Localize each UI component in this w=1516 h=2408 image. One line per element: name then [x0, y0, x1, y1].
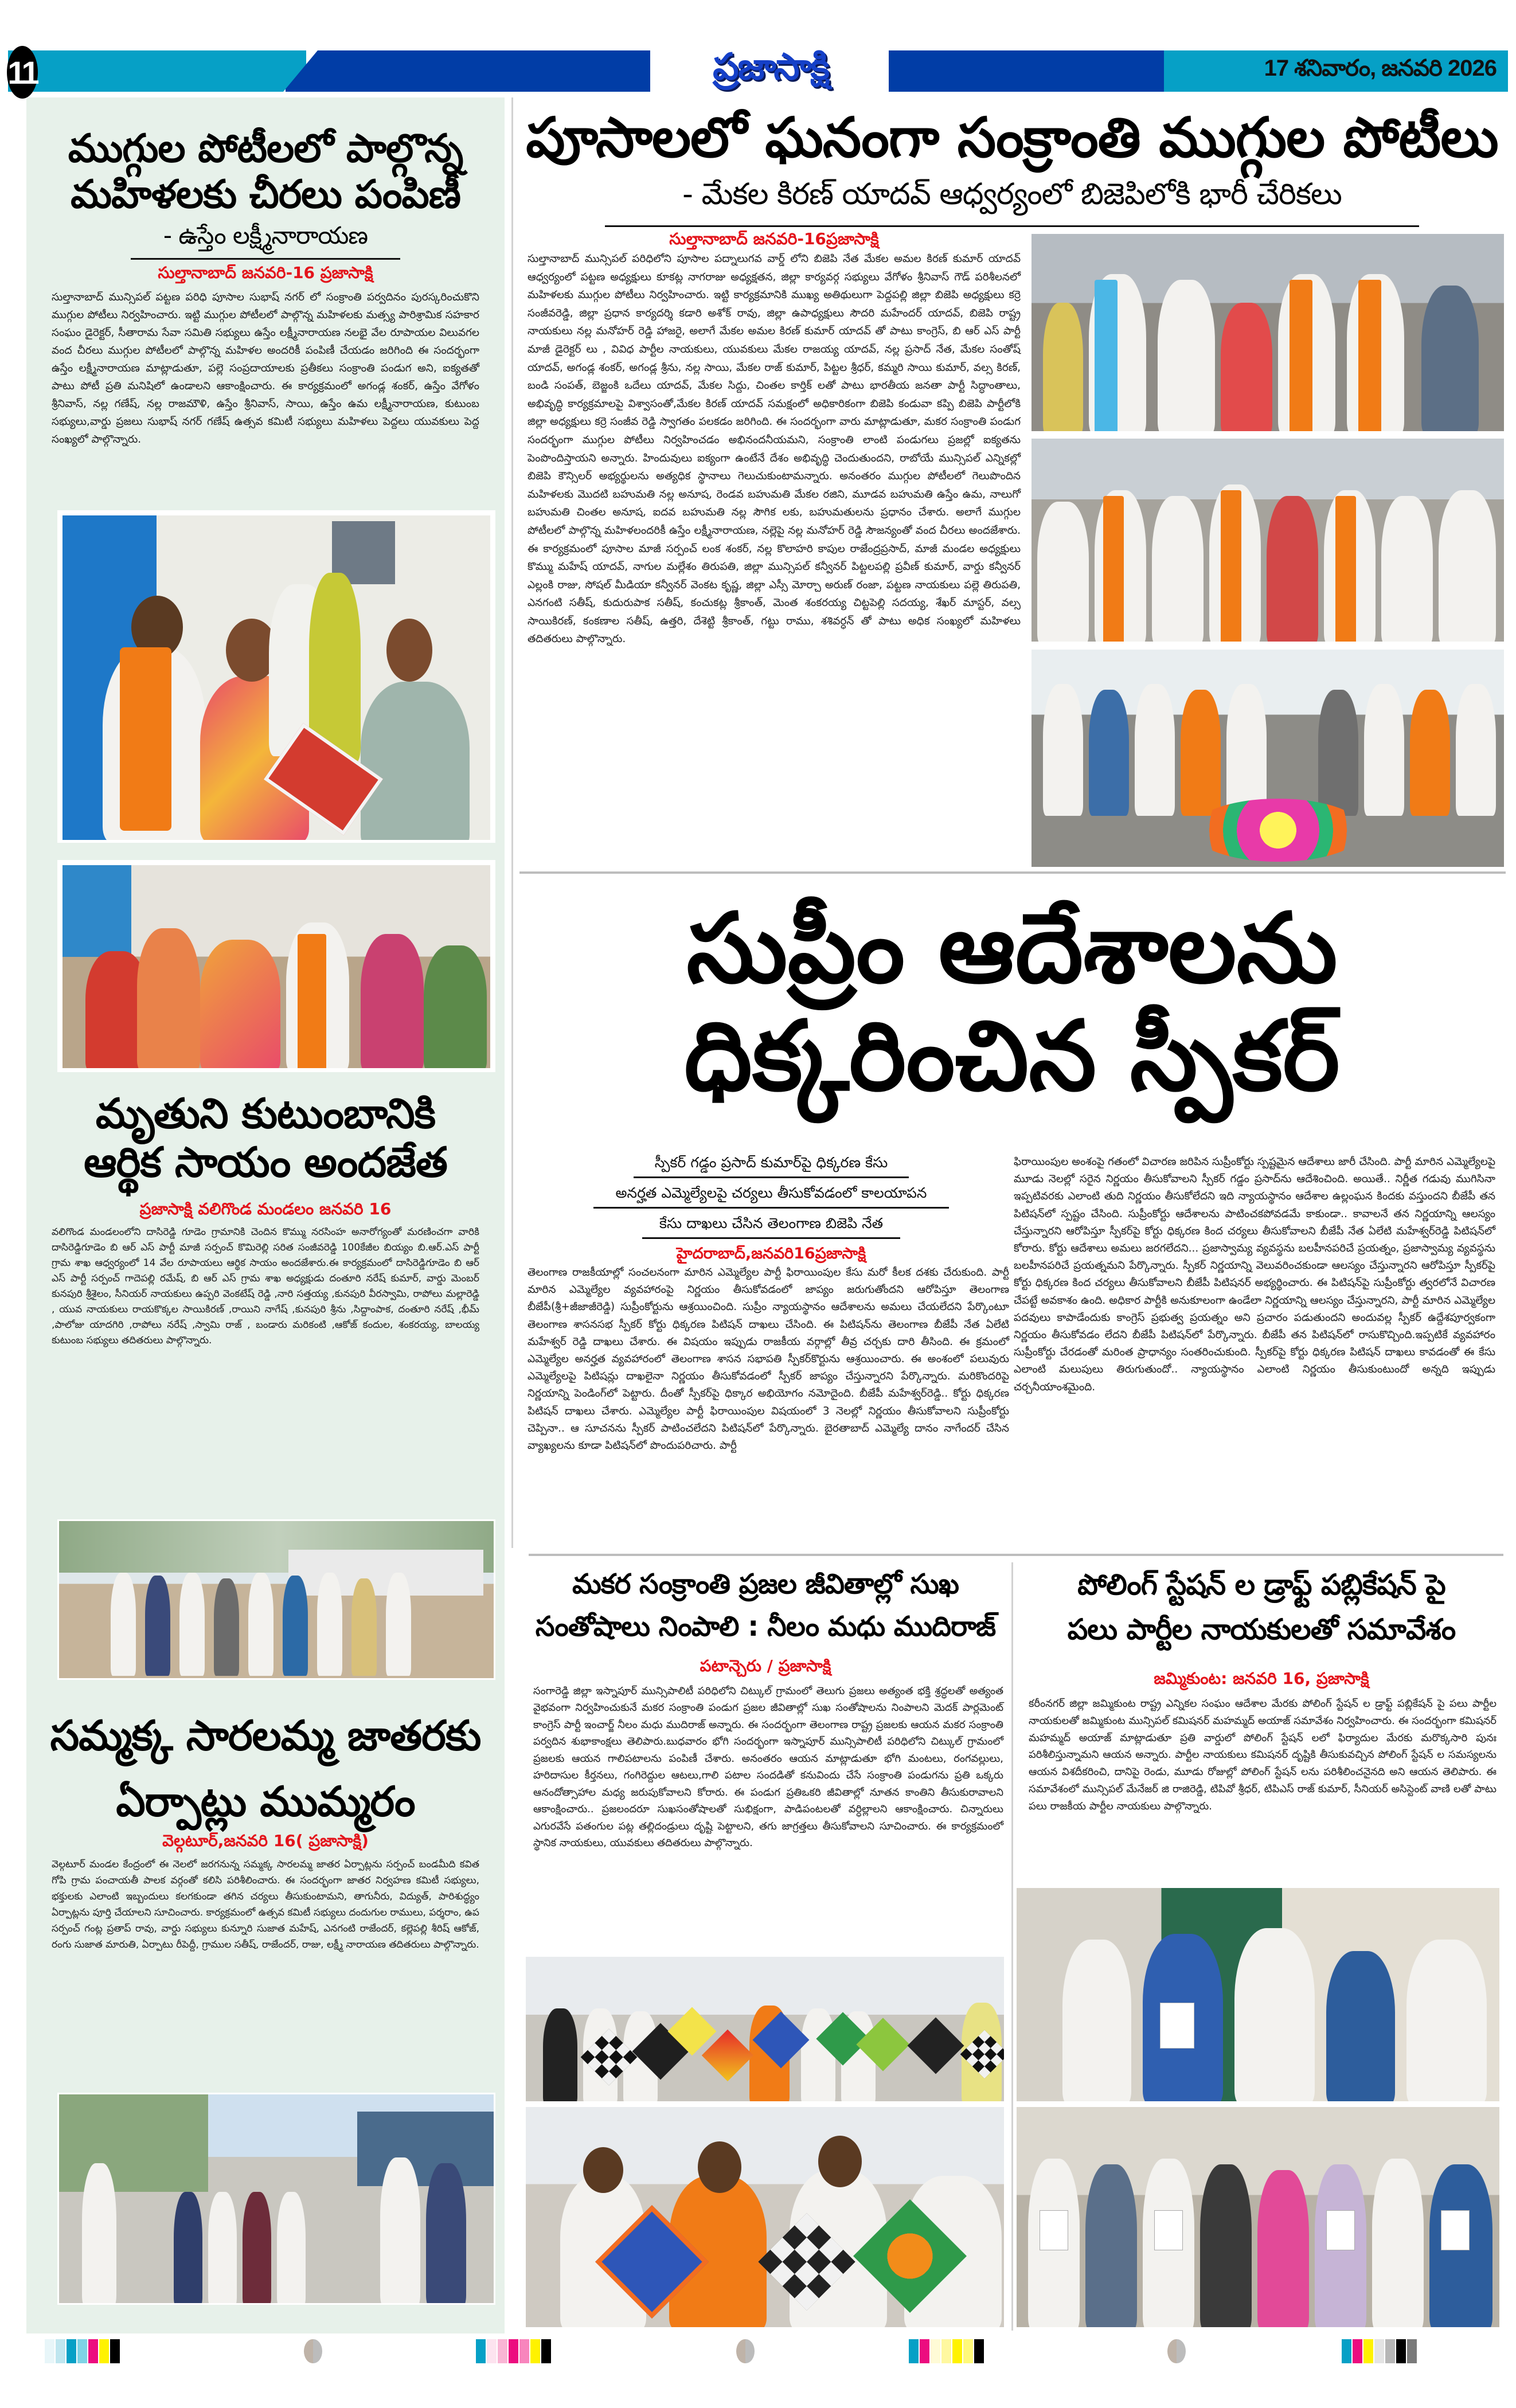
registration-oval-2	[736, 2339, 755, 2363]
dateline: పటాన్చెరు / ప్రజాసాక్షి	[700, 1656, 831, 1675]
headline-line-1: మకర సంక్రాంతి ప్రజల జీవితాల్లో సుఖ	[572, 1568, 959, 1600]
photo-scene	[1031, 650, 1504, 867]
story-polling-stations	[1015, 1563, 1508, 1815]
color-swatch	[498, 2339, 507, 2363]
divider	[634, 1176, 909, 1178]
color-registration-bar-2	[476, 2339, 551, 2363]
color-swatch	[99, 2339, 109, 2363]
color-swatch	[67, 2339, 76, 2363]
story-body: సుల్తానాబాద్ మున్సిపల్ పట్టణ పరిధి పూసాల సుభాష్ నగర్ లో సంక్రాంతి పర్వదినం పురస్కరించుకొని ముగ్గుల పోటీలు నిర్వహించారు. ఇట్టి ముగ్గుల పోటీలలో పాల్గొన్న మహిళలకు మత్స్య పారిశ్రామిక సహకార సంఘం డైరెక్టర్, సీతారామ సేవా సమితి సభ్యులు ఉస్తేం లక్ష్మీనారాయణ నలభై వేల రూపాయల విలువగల వంద చీరలు ముగ్గుల పోటీలలో పాల్గొన్న మహిళల అందరికీ పంపిణీ చేయడం జరిగింది ఈ సందర్భంగా ఉస్తేం లక్ష్మీనారాయణ మాట్లాడుతూ, పల్లె సంప్రదాయాలకు ప్రతీకలు సంక్రాంతి పండుగ అని, ఐక్యతతో పాటు పోటీ ప్రతి మనిషిలో ఉండాలని ఆకాంక్షించారు. ఈ కార్యక్రమంలో అగండ్ల శంకర్, ఉస్తేం వేగోళం శ్రీనివాస్, నల్ల గణేష్, నల్ల రాజమౌళి, ఉస్తేం శ్రీనివాస్, సాయి, ఉస్తేం ఉమ లక్ష్మీనారాయణ, కుటుంబ సభ్యులు,వార్డు ప్రజలు సుభాష్ నగర్ గణేష్ ఉత్సవ కమిటీ సభ్యులు మహిళలు పెద్దలు యువకులు పెద్ద సంఖ్యలో పాల్గొన్నారు.	[52, 291, 479, 446]
story-body-column-1: తెలంగాణ రాజకీయాల్లో సంచలనంగా మారిన ఎమ్మెల్యేల పార్టీ ఫిరాయింపుల కేసు మరో కీలక దశకు చేరుకుంది. పార్టీ మారిన ఎమ్మెల్యేల వ్యవహారంపై నిర్ణయం తీసుకోవడంలో జాప్యం జరుగుతోందని ఆరోపిస్తూ తెలంగాణ బీజేపీ(శ్రీ+జీజాజీరెడ్డి) సుప్రీంకోర్టును ఆశ్రయించింది. సుప్రీం న్యాయస్థానం ఆదేశాలను అమలు చేయలేదని పేర్కొంటూ తెలంగాణ శాసనసభ స్పీకర్ కోర్టు ధిక్కరణ పిటిషన్ దాఖలు చేసింది. ఈ పిటిషన్‌ను తెలంగాణ బీజేపీ నేత ఏలేటి మహేశ్వర్ రెడ్డి దాఖలు చేశారు. ఈ విషయం ఇప్పుడు రాజకీయ వర్గాల్లో తీవ్ర చర్చకు దారి తీసింది. ఈ క్రమంలో ఎమ్మెల్యేల అనర్హత వ్యవహారంలో తెలంగాణ శాసన సభాపతి స్పీకర్‌కొర్టును ఆశ్రయించారు. ఈ అంశంలో పలువురు ఎమ్మెల్యేలపై పిటిషన్లు దాఖలైనా నిర్ణయం తీసుకోవడంలో స్పీకర్ జాప్యం చేస్తున్నారని పేర్కొన్నారు. మరికొందరిపై నిర్ణయాన్ని పెండింగ్‌లో పెట్టారు. దీంతో స్పీకర్‌పై ధిక్కార అభియోగం నమోదైంది. బీజేపీ మహేశ్వర్‌రెడ్డి.. కోర్టు ధిక్కరణ పిటిషన్ దాఖలు చేశారు. ఎమ్మెల్యేల పార్టీ ఫిరాయింపుల విషయంలో 3 నెలల్లో నిర్ణయం తీసుకోవాలని సుప్రీంకోర్టు చెప్పినా.. ఆ సూచనను స్పీకర్ పాటించలేదని పిటిషన్‌లో పేర్కొన్నారు. బైరతాబాద్ ఎమ్మెల్యే దానం నాగేందర్ చేసిన వ్యాఖ్యలను కూడా పిటిషన్‌లో పొందుపరిచారు. పార్టీ	[528, 1266, 1009, 1452]
photo-saree-distribution-1	[61, 514, 492, 842]
divider	[593, 1207, 949, 1209]
story-body-column-2: ఫిరాయింపుల అంశంపై గతంలో విచారణ జరిపిన సుప్రీంకోర్టు స్పష్టమైన ఆదేశాలు జారీ చేసింది. పార్టీ మారిన ఎమ్మెల్యేలపై మూడు నెలల్లో సరైన నిర్ణయం తీసుకోవాలని స్పీకర్ గడ్డం ప్రసాద్‌ను ఆదేశించింది. అయితే.. నిర్ణీత గడువు ముగిసినా ఇప్పటివరకు ఎలాంటి తుది నిర్ణయం తీసుకోలేదని ఇది న్యాయస్థానం ఆదేశాల ఉల్లంఘన కిందకు వస్తుందని బీజేపీ తన పిటిషన్‌లో స్పష్టం చేసింది. సుప్రీంకోర్టు ఆదేశాలను పాటించకపోవడమే కాకుండా.. కావాలనే తన నిర్ణయాన్ని ఆలస్యం చేస్తున్నారని ఆరోపిస్తూ స్పీకర్‌పై కోర్టు ధిక్కరణ కింద చర్యలు తీసుకోవాలని బీజేపీ నేత ఏలేటి మహేశ్వర్‌రెడ్డి పిటిషన్‌లో కోరారు. కోర్టు ఆదేశాలు అమలు జరగలేదని... ప్రజాస్వామ్య వ్యవస్థను బలహీనపరిచే ప్రయత్నం, ప్రజాస్వామ్య వ్యవస్థను బలహీనపరిచే ప్రయత్నమని పేర్కొన్నారు. స్పీకర్ నిర్ణయాన్ని వెలువరించకుండా ఆలస్యం చేస్తున్నారని ఆరోపిస్తూ స్పీకర్‌పై కోర్టు ధిక్కరణ కింద చర్యలు తీసుకోవాలని బీజేపీ పిటిషనర్ అభ్యర్థించారు. ఈ పిటిషన్‌పై సుప్రీంకోర్టు త్వరలోనే విచారణ చేపట్టే అవకాశం ఉంది. అధికార పార్టీకి అనుకూలంగా ఉండేలా నిర్ణయాన్ని ఆలస్యం చేస్తున్నారని, పార్టీ మారిన ఎమ్మెల్యేల పదవులు కాపాడేందుకు కాంగ్రెస్ ప్రభుత్వ ప్రయత్నం అని ప్రచారం పడుతుందని అందువల్ల స్పీకర్ ఉద్దేశపూర్వకంగా నిర్ణయం తీసుకోవడం లేదని బీజేపీ పిటిషన్‌లో పేర్కొన్నారు. బీజేపీ తన పిటిషన్‌లో రాసుకొచ్చింది.ఇప్పటికే వ్యవహారం సుప్రీంకోర్టు చేరడంతో మరింత ప్రాధాన్యం సంతరించుకుంది. స్పీకర్‌పై కోర్టు ధిక్కరణ పిటిషన్ దాఖలు కావడంతో ఈ కేసు ఎలాంటి మలుపులు తిరుగుతుందో.. న్యాయస్థానం ఎలాంటి నిర్ణయం తీసుకుంటుందో అన్నది ఇప్పుడు చర్చనీయాంశమైంది.	[1014, 1156, 1495, 1393]
photo-scene	[1031, 439, 1504, 642]
color-swatch	[920, 2339, 929, 2363]
story-headline	[1015, 1563, 1508, 1652]
headline-line-2: ధిక్కరించిన స్పీకర్	[684, 1000, 1340, 1113]
deck-2: అనర్హత ఎమ్మెల్యేలపై చర్యలు తీసుకోవడంలో కాలయాపన	[615, 1185, 927, 1201]
story-byline: - ఉస్తేం లక్ష్మీనారాయణ	[163, 221, 368, 250]
color-swatch	[941, 2339, 951, 2363]
story-body: వలిగొండ మండలంలోని దాసిరెడ్డి గూడెం గ్రామానికి చెందిన కొమ్ము నరసింహ అనారోగ్యంతో మరణించగా వారికి దాసిరెడ్డిగూడెం బి ఆర్ ఎస్ పార్టీ మాజీ సర్పంచ్ కొమిరెల్లి సరిత సంజీవరెడ్డి 100కేజీల బియ్యం బి.ఆర్.ఎస్ పార్టీ గ్రామ శాఖ ఆధ్వర్యంలో 14 వేల రూపాయలు ఆర్థిక సాయం అందజేశారు.ఈ కార్యక్రమంలో దాసిరెడ్డిగూడెం బి ఆర్ ఎస్ పార్టీ సర్పంచ్ గాదెపల్లి రమేష్, బి ఆర్ ఎస్ గ్రామ శాఖ అధ్యక్షుడు దంతూరి నరేష్ కుమార్, వార్డు మెంబర్ కునపురి శ్రీశైలం, సీనియర్ నాయకులు ఉప్పరి వెంకటేష్ రెడ్డి ,నారి సత్తయ్య ,కునపురి వీరస్వామి, రాపోలు మల్లారెడ్డి , యువ నాయకులు రాయకొక్కల సాయికిరణ్ ,రాయిని నాగేష్ ,కునపురి శ్రీను ,సిద్దాంపాక, దంతూరి నరేష్ ,భీమ్ ,పాలోజు యాదగిరి ,రాపోలు నరేష్ ,స్వామి రాజ్ , బండారు మరికంటి ,ఆకోజ్ కందుల, శంకరయ్య, బాలయ్య కుటుంబ సభ్యులు తదితరులు పాల్గొన్నారు.	[52, 1226, 479, 1346]
headline-line-1: పోలింగ్ స్టేషన్ ల డ్రాఫ్ట్ పబ్లికేషన్ పై	[1077, 1568, 1445, 1601]
color-swatch	[56, 2339, 65, 2363]
story-headline	[34, 1703, 497, 1835]
divider	[131, 258, 400, 260]
masthead-cyan-band-left	[8, 50, 306, 92]
divider	[605, 225, 1419, 227]
photo-bjp-joining-2	[1030, 437, 1506, 643]
photo-polling-meeting-1	[1015, 1886, 1501, 2103]
story-muggulu-contest	[516, 97, 1508, 227]
story-body: సుల్తానాబాద్ మున్సిపల్ పరిధిలోని పూసాల పద్నాలుగవ వార్డ్ లోని బిజెపి నేత మేకల అమల కిరణ్ కుమార్ యాదవ్ ఆధ్వర్యంలో పట్టణ అధ్యక్షులు కూకట్ల నాగరాజు అధ్యక్షతన, జిల్లా కార్యవర్గ సభ్యులు వేగోళం శ్రీనివాస్ గౌడ్ పరిశీలనలో మహిళలకు ముగ్గుల పోటీలు నిర్వహించారు. ఇట్టి కార్యక్రమానికి ముఖ్య అతిథులుగా పెద్దపల్లి జిల్లా బిజెపి అధ్యక్షులు కర్రె సంజీవరెడ్డి, జిల్లా ప్రధాన కార్యదర్శి కడారి అశోక్ రావు, జిల్లా ఉపాధ్యక్షులు సౌదరి మహేందర్ యాదవ్, బిజెపి రాష్ట్ర నాయకులు నల్ల మనోహర్ రెడ్డి హాజరై, అలాగే మేకల అమల కిరణ్ కుమార్ యాదవ్ తో పాటు కాంగ్రెస్, బి ఆర్ ఎస్ పార్టీ మాజీ డైరెక్టర్ లు , వివిధ పార్టీల నాయకులు, యువకులు మేకల రాజయ్య యాదవ్, నల్ల ప్రసాద్ నేత, మేకల సంతోష్ యాదవ్, అగండ్ల శంకర్, అగండ్ల శ్రీను, నల్ల సాయి, మేకల రాజ్ కుమార్, పిట్టల శ్రీధర్, కమ్మరి సాయి కుమార్, వల్స కిరణ్, బండి సంపత్, బెజ్జంకి ఒదేలు యాదవ్, మేకల సిద్దు, చింతల కార్తిక్ లతో పాటు భారతీయ జనతా పార్టీ సిద్ధాంతాలు, అభివృద్ధి కార్యక్రమాలపై విశ్వాసంతో,మేకల కిరణ్ యాదవ్ సమక్షంలో అధికారికంగా బిజెపి కండువా కప్పి బిజెపి పార్టీలోకి జిల్లా అధ్యక్షులు కర్రె సంజీవ రెడ్డి స్వాగతం పలకడం జరిగింది. ఈ సందర్భంగా వారు మాట్లాడుతూ, మకర సంక్రాంతి పండుగ సందర్భంగా ముగ్గుల పోటీలు నిర్వహించడం అభినందనీయమని, సంక్రాంతి లాంటి పండుగలు ప్రజల్లో ఐక్యతను పెంపొందిస్తాయని అన్నారు. హిందువులు ఐక్యంగా ఉంటేనే దేశం అభివృద్ధి చెందుతుందని, రాబోయే మున్సిపల్ ఎన్నికల్లో బిజెపి కౌన్సిలర్ అభ్యర్థులను అత్యధిక స్థానాలు గెలుచుకుంటామన్నారు. అనంతరం ముగ్గుల పోటీలలో గెలుపొందిన మహిళలకు మొదటి బహుమతి నల్ల అనూష, రెండవ బహుమతి మేకల రజిని, మూడవ బహుమతి ఉస్తేం ఉమ, నాలుగో బహుమతి చింతల అనూష, ఐదవ బహుమతి నల్ల సౌగిక లకు, బహుమతులను ప్రధానం చేశారు. అలాగే ముగ్గుల పోటీలలో పాల్గొన్న మహిళలందరికీ ఉస్తేం లక్ష్మీనారాయణ, నల్లెపై నల్ల మనోహర్ రెడ్డి సౌజన్యంతో వంద చీరలు అందజేశారు. ఈ కార్యక్రమంలో పూసాల మాజీ సర్పంచ్ లంక శంకర్, నల్ల కొలాహరి కాపుల రాజేంద్రప్రసాద్, మాజీ మండల అధ్యక్షులు కొమ్ము మహేష్ యాదవ్, నాగుల మల్లేశం తిరుపతి, జిల్లా మున్సిపల్ కన్వీనర్ పిట్టలపల్లి ప్రవీణ్ కుమార్, వార్డు కన్వీనర్ ఎల్లంకి రాజు, సోషల్ మీడియా కన్వీనర్ వెంకట కృష్ణ, జిల్లా ఎస్సీ మోర్చా అరుణ్ రంజా, పట్టణ నాయకులు పల్లె తిరుపతి, ఎనగంటి సతీష్, కుదురుపాక సతీష్, కంచుకట్ల శ్రీకాంత్, మెంత శంకరయ్య చిట్టపెల్లి సదయ్య, శేఖర్ మాస్టర్, వల్స సాయికిరణ్, కంకణాల సతీష్, ఉత్తరి, దేశెట్టి శ్రీకాంత్, గట్టు రాము, శశివర్ధన్ తో పాటు అధిక సంఖ్యలో మహిళలు తదితరులు పాల్గొన్నారు.	[528, 253, 1021, 646]
color-swatch	[1374, 2339, 1384, 2363]
story-makara-sankranti	[522, 1563, 1009, 1852]
photo-bjp-joining-1	[1030, 232, 1506, 433]
photo-muggulu-contest	[1030, 648, 1506, 869]
story-body: వెల్గటూర్ మండల కేంద్రంలో ఈ నెలలో జరగనున్న సమ్మక్క సారలమ్మ జాతర ఏర్పాట్లను సర్పంచ్ బండమీది కవిత గోపి గ్రామ పంచాయతీ పాలక వర్గంతో కలిసి పరిశీలించారు. ఈ సందర్భంగా జాతర నిర్వహణ కమిటీ సభ్యులు, భక్తులకు ఎలాంటి ఇబ్బందులు కలగకుండా తగిన చర్యలు తీసుకుంటామని, తాగునీరు, విద్యుత్, పారిశుద్ధ్యం ఏర్పాట్లను పూర్తి చేయాలని సూచించారు. కార్యక్రమంలో ఉత్సవ కమిటీ సభ్యులు దందుగుల రాములు, పర్శరాం, ఉప సర్పంచ్ గంట్ల ప్రతాప్ రావు, వార్డు సభ్యులు కున్నూరి సుజాత మహేష్, ఎనగంటి రాజేందర్, కల్లెపల్లి శీరిష్ ఆకోజ్, రంగు సుజాత మారుతి, ఏర్పాటు రీపెద్దీ, గ్రాముల సతీష్, రాజేందర్, రాజు, లక్ష్మీ నారాయణ తదితరులు పాల్గొన్నారు.	[52, 1859, 479, 1951]
headline-line-2: ఏర్పాట్లు ముమ్మరం	[116, 1777, 415, 1826]
color-swatch	[487, 2339, 497, 2363]
column-divider	[511, 97, 513, 1548]
story-headline	[522, 1563, 1009, 1648]
masthead-blue-band-left	[283, 50, 650, 92]
photo-polling-meeting-2	[1015, 2105, 1501, 2329]
deck-3: కేసు దాఖలు చేసిన తెలంగాణ బిజెపి నేత	[659, 1215, 884, 1232]
color-swatch	[1342, 2339, 1351, 2363]
color-swatch	[974, 2339, 984, 2363]
story-saree-distribution	[34, 109, 497, 448]
color-swatch	[1363, 2339, 1373, 2363]
color-swatch	[45, 2339, 54, 2363]
registration-oval-3	[1167, 2339, 1186, 2363]
color-registration-bar-3	[909, 2339, 984, 2363]
story-headline	[34, 126, 497, 218]
column-divider	[1011, 1562, 1013, 2331]
color-swatch	[909, 2339, 919, 2363]
divider	[642, 1237, 900, 1239]
color-swatch	[530, 2339, 540, 2363]
color-swatch	[88, 2339, 98, 2363]
story-financial-aid	[34, 1084, 497, 1348]
headline-line-2: మహిళలకు చీరలు పంపిణీ	[71, 172, 460, 218]
color-swatch	[77, 2339, 87, 2363]
story-subheadline: - మేకల కిరణ్ యాదవ్ ఆధ్వర్యంలో బిజెపిలోకి భారీ చేరికలు	[682, 177, 1342, 212]
lead-decks	[528, 1152, 1015, 1266]
headline-line-2: పలు పార్టీల నాయకులతో సమావేశం	[1067, 1612, 1456, 1646]
photo-scene	[59, 2094, 494, 2303]
headline-line-1: మృతుని కుటుంబానికి	[95, 1089, 436, 1137]
color-swatch	[541, 2339, 551, 2363]
story-speaker-contempt	[516, 883, 1508, 1113]
section-divider	[519, 871, 1506, 874]
headline-line-2: సంతోషాలు నింపాలి : నీలం మధు ముదిరాజ్	[535, 1610, 996, 1643]
masthead-blue-band-right	[889, 50, 1198, 92]
photo-scene	[1017, 1888, 1499, 2101]
registration-oval-1	[304, 2339, 322, 2363]
headline-line-1: ముగ్గుల పోటీలలో పాల్గొన్న	[68, 126, 463, 171]
dateline: జమ్మికుంట: జనవరి 16, ప్రజాసాక్షి	[1154, 1669, 1369, 1688]
story-headline: పూసాలలో ఘనంగా సంక్రాంతి ముగ్గుల పోటీలు	[526, 105, 1498, 170]
dateline: హైదరాబాద్,జనవరి16ప్రజాసాక్షి	[676, 1245, 866, 1262]
story-body: కరీంనగర్ జిల్లా జమ్మికుంట రాష్ట్ర ఎన్నికల సంఘం ఆదేశాల మేరకు పోలింగ్ స్టేషన్ ల డ్రాఫ్ట్ పబ్లికేషన్ పై పలు పార్టీల నాయకులతో జమ్మికుంట మున్సిపల్ కమిషనర్ మహమ్మద్ అయాజ్ సమావేశం నిర్వహించారు. ఈ సందర్భంగా కమిషనర్ మహమ్మద్ అయాజ్ మాట్లాడుతూ ప్రతి వార్డులో పోలింగ్ స్టేషన్ లలో ఫిర్యాదుల మేరకు మరొక్కసారి పునః పరిశీలిస్తున్నామని ఆయన అన్నారు. పార్టీల నాయకులు కమిషనర్ దృష్టికి తీసుకువచ్చిన పోలింగ్ స్టేషన్ ల సమస్యలను ఆయన విశదీకరించి, దానిపై రెండు, మూడు రోజుల్లో పోలింగ్ స్టేషన్ లను పరిశీలించనైనది అని ఆయన తెలిపారు. ఈ సమావేశంలో మున్సిపల్ మేనేజర్ జి రాజిరెడ్డి, టిపివో శ్రీధర్, టిపిఎస్ రాజ్ కుమార్, సీనియర్ అసిస్టెంట్ వాణి లతో పాటు పలు రాజకీయ పార్టీల నాయకులు పాల్గొన్నారు.	[1029, 1698, 1497, 1812]
story-body: సంగారెడ్డి జిల్లా ఇస్నాపూర్ మున్సిపాలిటీ పరిధిలోని చిట్కుల్ గ్రామంలో తెలుగు ప్రజలు అత్యంత భక్తి శ్రద్ధలతో అత్యంత వైభవంగా నిర్వహించుకునే మకర సంక్రాంతి పండుగ ప్రజల జీవితాల్లో సుఖ సంతోషాలను నింపాలని మెదక్ పార్లమెంట్ కాంగ్రెస్ పార్టీ ఇంచార్జ్ నీలం మధు ముదిరాజ్ అన్నారు. ఈ సందర్భంగా తెలంగాణ రాష్ట్ర ప్రజలకు ఆయన మకర సంక్రాంతి పర్వదిన శుభాకాంక్షలు తెలిపారు.బుధవారం భోగి సందర్భంగా ఇస్నాపూర్ మున్సిపాలిటీ పరిధిలోని చిట్కుల్ గ్రామంలో ప్రజలకు ఆయన గాలిపటాలను పంపిణీ చేశారు. అనంతరం ఆయన మాట్లాడుతూ భోగి మంటలు, రంగవల్లులు, హరిదాసుల కీర్తనలు, గంగిరెద్దుల ఆటలు,గాలి పటాల సందడితో కనువిందు చేసే సంక్రాంతి పండుగను ప్రతి ఒక్కరు ఆనందోత్సాహాల మధ్య జరుపుకోవాలని కోరారు. ఈ పండుగ ప్రతిఒకరి జీవితాల్లో నూతన కాంతిని తీసుకురావాలని ఆకాంక్షించారు.. ప్రజలందరూ సుఖసంతోషాలతో సుభిక్షంగా, పాడిపంటలతో వర్ధిల్లాలని ఆకాంక్షించారు. చిన్నారులు ఎగురవేసే పతంగుల పట్ల తల్లిదండ్రులు దృష్టి పెట్టాలని, తగు జాగ్రత్తలు తీసుకోవాలని సూచించారు. ఈ కార్యక్రమంలో స్థానిక నాయకులు, యువకులు తదితరులు పాల్గొన్నారు.	[533, 1684, 1003, 1850]
photo-scene	[1031, 234, 1504, 431]
story-headline	[34, 1089, 497, 1187]
dateline: సుల్తానాబాద్ జనవరి-16 ప్రజాసాక్షి	[158, 263, 373, 283]
dateline: ప్రజాసాక్షి వలిగొండ మండలం జనవరి 16	[139, 1199, 392, 1218]
color-swatch	[1396, 2339, 1406, 2363]
photo-jatara-inspection	[57, 2093, 495, 2305]
section-divider	[529, 1554, 1503, 1556]
color-swatch	[519, 2339, 529, 2363]
photo-scene	[59, 1521, 494, 1678]
photo-scene	[62, 515, 490, 840]
photo-scene	[526, 2107, 1004, 2327]
color-swatch	[931, 2339, 940, 2363]
color-swatch	[963, 2339, 973, 2363]
dateline: సుల్తానాబాద్ జనవరి-16ప్రజాసాక్షి	[669, 229, 879, 248]
color-registration-bar-1	[45, 2339, 120, 2363]
color-swatch	[1385, 2339, 1395, 2363]
photo-scene	[62, 865, 490, 1068]
color-swatch	[952, 2339, 962, 2363]
photo-scene	[526, 1957, 1004, 2101]
photo-saree-distribution-2	[61, 863, 492, 1070]
color-registration-bar-4	[1342, 2339, 1417, 2363]
newspaper-logo: ప్రజాసాక్షి	[713, 45, 829, 88]
color-swatch	[476, 2339, 486, 2363]
lead-headline	[516, 892, 1508, 1113]
color-swatch	[509, 2339, 518, 2363]
headline-line-1: సమ్మక్క సారలమ్మ జాతరకు	[50, 1711, 481, 1760]
photo-scene	[1017, 2107, 1499, 2327]
photo-kites-1	[524, 1955, 1006, 2103]
photo-kites-2	[524, 2105, 1006, 2329]
deck-1: స్పీకర్ గడ్డం ప్రసాద్ కుమార్‌పై ధిక్కరణ కేసు	[654, 1154, 888, 1171]
headline-line-1: సుప్రీం ఆదేశాలను	[686, 892, 1338, 1004]
headline-line-2: ఆర్థిక సాయం అందజేత	[84, 1137, 447, 1186]
color-swatch	[1353, 2339, 1362, 2363]
color-swatch	[1407, 2339, 1417, 2363]
dateline: వెల్గటూర్,జనవరి 16( ప్రజాసాక్షి)	[162, 1831, 369, 1851]
story-jatara-arrangements	[34, 1697, 497, 1953]
masthead	[8, 45, 1508, 93]
issue-date: 17 శనివారం, జనవరి 2026	[1264, 55, 1497, 81]
color-swatch	[110, 2339, 120, 2363]
page-number-badge: 11	[7, 46, 38, 99]
photo-valigonda-aid	[57, 1519, 495, 1680]
